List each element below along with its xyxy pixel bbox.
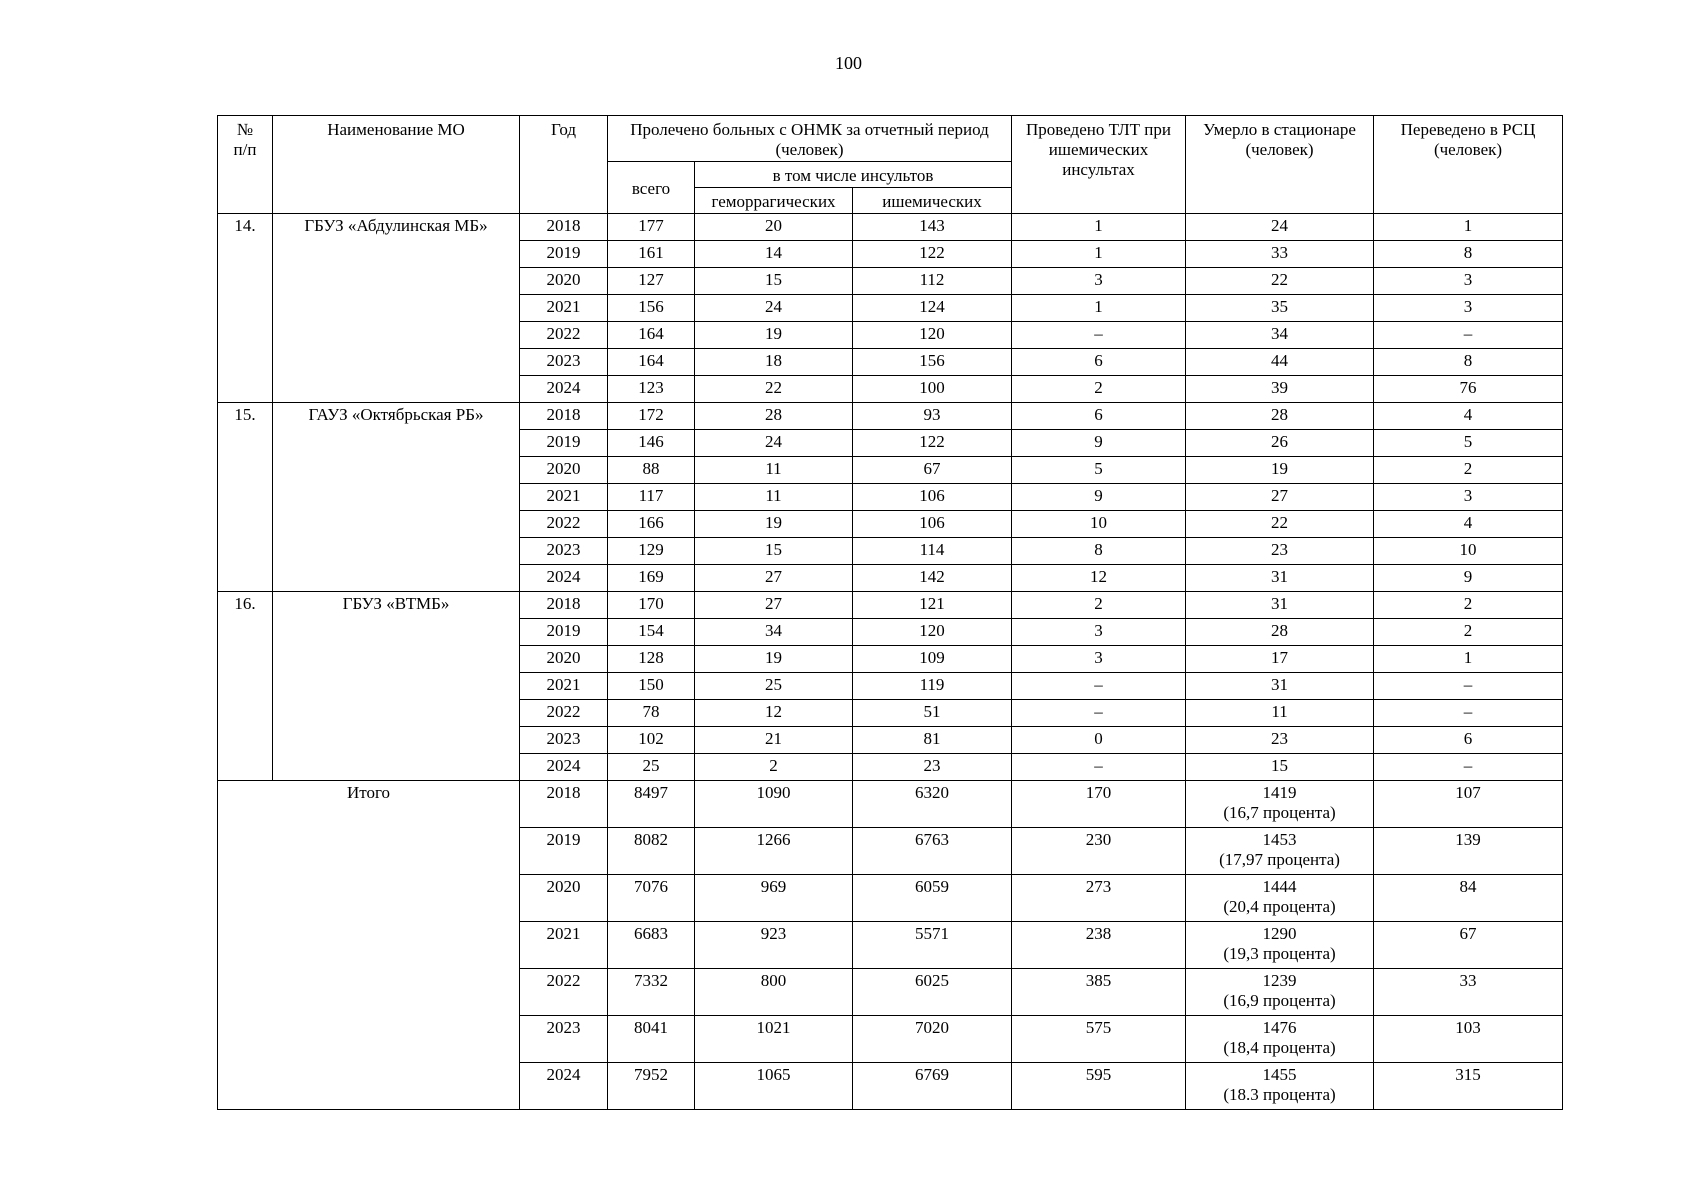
ischemic-cell: 23 xyxy=(853,754,1012,781)
hemorrhagic-cell: 923 xyxy=(695,922,853,969)
header-died: Умерло в стационаре (человек) xyxy=(1186,116,1374,214)
tlt-cell: 385 xyxy=(1012,969,1186,1016)
tlt-cell: 238 xyxy=(1012,922,1186,969)
year-cell: 2020 xyxy=(520,457,608,484)
year-cell: 2022 xyxy=(520,969,608,1016)
died-cell: 23 xyxy=(1186,538,1374,565)
table-body xyxy=(218,214,1563,1110)
transferred-cell: 103 xyxy=(1374,1016,1563,1063)
header-num: № п/п xyxy=(218,116,273,214)
table-header xyxy=(218,116,1563,214)
hemorrhagic-cell: 34 xyxy=(695,619,853,646)
hemorrhagic-cell: 12 xyxy=(695,700,853,727)
transferred-cell: 76 xyxy=(1374,376,1563,403)
tlt-cell: – xyxy=(1012,754,1186,781)
total-cell: 6683 xyxy=(608,922,695,969)
hemorrhagic-cell: 27 xyxy=(695,592,853,619)
total-cell: 161 xyxy=(608,241,695,268)
header-ischemic: ишемических xyxy=(853,188,1012,214)
hemorrhagic-cell: 1021 xyxy=(695,1016,853,1063)
year-cell: 2018 xyxy=(520,214,608,241)
year-cell: 2019 xyxy=(520,430,608,457)
died-cell: 27 xyxy=(1186,484,1374,511)
died-cell: 31 xyxy=(1186,565,1374,592)
total-cell: 117 xyxy=(608,484,695,511)
hemorrhagic-cell: 11 xyxy=(695,484,853,511)
header-year: Год xyxy=(520,116,608,214)
transferred-cell: 67 xyxy=(1374,922,1563,969)
year-cell: 2022 xyxy=(520,700,608,727)
mo-number-cell: 16. xyxy=(218,592,273,781)
died-cell: 34 xyxy=(1186,322,1374,349)
transferred-cell: 8 xyxy=(1374,241,1563,268)
year-cell: 2018 xyxy=(520,403,608,430)
ischemic-cell: 6025 xyxy=(853,969,1012,1016)
ischemic-cell: 122 xyxy=(853,430,1012,457)
tlt-cell: 3 xyxy=(1012,646,1186,673)
died-cell: 28 xyxy=(1186,619,1374,646)
died-cell: 22 xyxy=(1186,268,1374,295)
transferred-cell: 33 xyxy=(1374,969,1563,1016)
hemorrhagic-cell: 22 xyxy=(695,376,853,403)
died-cell xyxy=(1186,875,1374,922)
ischemic-cell: 143 xyxy=(853,214,1012,241)
tlt-cell: 9 xyxy=(1012,484,1186,511)
mo-number-cell: 15. xyxy=(218,403,273,592)
tlt-cell: 170 xyxy=(1012,781,1186,828)
transferred-cell: 1 xyxy=(1374,646,1563,673)
total-cell: 7076 xyxy=(608,875,695,922)
tlt-cell: – xyxy=(1012,700,1186,727)
total-cell: 156 xyxy=(608,295,695,322)
transferred-cell: – xyxy=(1374,673,1563,700)
ischemic-cell: 106 xyxy=(853,484,1012,511)
hemorrhagic-cell: 18 xyxy=(695,349,853,376)
total-cell: 7952 xyxy=(608,1063,695,1110)
transferred-cell: – xyxy=(1374,322,1563,349)
tlt-cell: 273 xyxy=(1012,875,1186,922)
total-cell: 102 xyxy=(608,727,695,754)
total-cell: 123 xyxy=(608,376,695,403)
tlt-cell: 230 xyxy=(1012,828,1186,875)
hemorrhagic-cell: 1065 xyxy=(695,1063,853,1110)
died-count: 1476 xyxy=(1262,1018,1297,1037)
hemorrhagic-cell: 28 xyxy=(695,403,853,430)
died-cell: 28 xyxy=(1186,403,1374,430)
year-cell: 2021 xyxy=(520,922,608,969)
transferred-cell: 4 xyxy=(1374,511,1563,538)
died-percent: (18,4 процента) xyxy=(1223,1038,1336,1057)
tlt-cell: 12 xyxy=(1012,565,1186,592)
died-percent: (18.3 процента) xyxy=(1223,1085,1336,1104)
hemorrhagic-cell: 15 xyxy=(695,268,853,295)
year-cell: 2019 xyxy=(520,241,608,268)
total-cell: 128 xyxy=(608,646,695,673)
page-number: 100 xyxy=(835,53,862,73)
tlt-cell: 5 xyxy=(1012,457,1186,484)
tlt-cell: 3 xyxy=(1012,619,1186,646)
tlt-cell: 6 xyxy=(1012,403,1186,430)
year-cell: 2018 xyxy=(520,592,608,619)
table-row xyxy=(218,592,1563,619)
year-cell: 2020 xyxy=(520,875,608,922)
total-cell: 25 xyxy=(608,754,695,781)
ischemic-cell: 120 xyxy=(853,619,1012,646)
died-cell: 23 xyxy=(1186,727,1374,754)
total-cell: 127 xyxy=(608,268,695,295)
ischemic-cell: 121 xyxy=(853,592,1012,619)
year-cell: 2023 xyxy=(520,1016,608,1063)
transferred-cell: 3 xyxy=(1374,295,1563,322)
tlt-cell: 2 xyxy=(1012,592,1186,619)
tlt-cell: – xyxy=(1012,673,1186,700)
died-count: 1453 xyxy=(1262,830,1297,849)
hemorrhagic-cell: 15 xyxy=(695,538,853,565)
year-cell: 2023 xyxy=(520,349,608,376)
total-label: Итого xyxy=(218,781,520,1110)
died-cell xyxy=(1186,922,1374,969)
year-cell: 2018 xyxy=(520,781,608,828)
died-cell: 11 xyxy=(1186,700,1374,727)
transferred-cell: – xyxy=(1374,754,1563,781)
ischemic-cell: 114 xyxy=(853,538,1012,565)
ischemic-cell: 5571 xyxy=(853,922,1012,969)
year-cell: 2024 xyxy=(520,1063,608,1110)
ischemic-cell: 119 xyxy=(853,673,1012,700)
header-tlt: Проведено ТЛТ при ишемических инсультах xyxy=(1012,116,1186,214)
transferred-cell: – xyxy=(1374,700,1563,727)
ischemic-cell: 6059 xyxy=(853,875,1012,922)
tlt-cell: 1 xyxy=(1012,241,1186,268)
hemorrhagic-cell: 20 xyxy=(695,214,853,241)
ischemic-cell: 100 xyxy=(853,376,1012,403)
ischemic-cell: 6320 xyxy=(853,781,1012,828)
tlt-cell: 0 xyxy=(1012,727,1186,754)
died-cell xyxy=(1186,828,1374,875)
tlt-cell: 575 xyxy=(1012,1016,1186,1063)
ischemic-cell: 67 xyxy=(853,457,1012,484)
header-treated: Пролечено больных с ОНМК за отчетный период (человек) xyxy=(608,116,1012,162)
hemorrhagic-cell: 969 xyxy=(695,875,853,922)
total-cell: 129 xyxy=(608,538,695,565)
hemorrhagic-cell: 11 xyxy=(695,457,853,484)
transferred-cell: 8 xyxy=(1374,349,1563,376)
total-cell: 164 xyxy=(608,322,695,349)
tlt-cell: 595 xyxy=(1012,1063,1186,1110)
transferred-cell: 2 xyxy=(1374,619,1563,646)
year-cell: 2024 xyxy=(520,754,608,781)
tlt-cell: 10 xyxy=(1012,511,1186,538)
hemorrhagic-cell: 19 xyxy=(695,322,853,349)
total-cell: 169 xyxy=(608,565,695,592)
hemorrhagic-cell: 19 xyxy=(695,511,853,538)
transferred-cell: 10 xyxy=(1374,538,1563,565)
transferred-cell: 6 xyxy=(1374,727,1563,754)
year-cell: 2021 xyxy=(520,673,608,700)
year-cell: 2020 xyxy=(520,268,608,295)
mo-name-cell: ГБУЗ «ВТМБ» xyxy=(273,592,520,781)
died-cell: 19 xyxy=(1186,457,1374,484)
tlt-cell: 1 xyxy=(1012,295,1186,322)
ischemic-cell: 106 xyxy=(853,511,1012,538)
hemorrhagic-cell: 19 xyxy=(695,646,853,673)
header-including: в том числе инсультов xyxy=(695,162,1012,188)
died-cell: 35 xyxy=(1186,295,1374,322)
year-cell: 2019 xyxy=(520,828,608,875)
transferred-cell: 3 xyxy=(1374,268,1563,295)
transferred-cell: 5 xyxy=(1374,430,1563,457)
died-cell: 39 xyxy=(1186,376,1374,403)
transferred-cell: 9 xyxy=(1374,565,1563,592)
total-cell: 170 xyxy=(608,592,695,619)
ischemic-cell: 7020 xyxy=(853,1016,1012,1063)
tlt-cell: 8 xyxy=(1012,538,1186,565)
transferred-cell: 2 xyxy=(1374,457,1563,484)
tlt-cell: 3 xyxy=(1012,268,1186,295)
year-cell: 2019 xyxy=(520,619,608,646)
year-cell: 2022 xyxy=(520,322,608,349)
year-cell: 2020 xyxy=(520,646,608,673)
died-count: 1239 xyxy=(1262,971,1297,990)
died-cell xyxy=(1186,1063,1374,1110)
tlt-cell: 1 xyxy=(1012,214,1186,241)
header-hemorrhagic: геморрагических xyxy=(695,188,853,214)
year-cell: 2024 xyxy=(520,376,608,403)
total-cell: 7332 xyxy=(608,969,695,1016)
transferred-cell: 315 xyxy=(1374,1063,1563,1110)
died-cell: 31 xyxy=(1186,673,1374,700)
ischemic-cell: 51 xyxy=(853,700,1012,727)
total-cell: 172 xyxy=(608,403,695,430)
transferred-cell: 3 xyxy=(1374,484,1563,511)
total-cell: 78 xyxy=(608,700,695,727)
died-cell: 31 xyxy=(1186,592,1374,619)
year-cell: 2024 xyxy=(520,565,608,592)
total-cell: 164 xyxy=(608,349,695,376)
total-row xyxy=(218,781,1563,828)
header-total: всего xyxy=(608,162,695,214)
tlt-cell: – xyxy=(1012,322,1186,349)
total-cell: 177 xyxy=(608,214,695,241)
died-percent: (16,9 процента) xyxy=(1223,991,1336,1010)
ischemic-cell: 93 xyxy=(853,403,1012,430)
header-mo-name: Наименование МО xyxy=(273,116,520,214)
ischemic-cell: 120 xyxy=(853,322,1012,349)
hemorrhagic-cell: 25 xyxy=(695,673,853,700)
transferred-cell: 2 xyxy=(1374,592,1563,619)
transferred-cell: 107 xyxy=(1374,781,1563,828)
ischemic-cell: 112 xyxy=(853,268,1012,295)
transferred-cell: 1 xyxy=(1374,214,1563,241)
ischemic-cell: 156 xyxy=(853,349,1012,376)
died-cell xyxy=(1186,1016,1374,1063)
ischemic-cell: 6763 xyxy=(853,828,1012,875)
total-cell: 8082 xyxy=(608,828,695,875)
hemorrhagic-cell: 14 xyxy=(695,241,853,268)
table-row xyxy=(218,214,1563,241)
died-percent: (17,97 процента) xyxy=(1219,850,1340,869)
year-cell: 2023 xyxy=(520,727,608,754)
ischemic-cell: 109 xyxy=(853,646,1012,673)
died-count: 1290 xyxy=(1262,924,1297,943)
died-cell xyxy=(1186,781,1374,828)
table-row xyxy=(218,403,1563,430)
total-cell: 154 xyxy=(608,619,695,646)
ischemic-cell: 142 xyxy=(853,565,1012,592)
total-cell: 150 xyxy=(608,673,695,700)
died-count: 1455 xyxy=(1262,1065,1297,1084)
hemorrhagic-cell: 800 xyxy=(695,969,853,1016)
total-cell: 8041 xyxy=(608,1016,695,1063)
transferred-cell: 84 xyxy=(1374,875,1563,922)
died-percent: (16,7 процента) xyxy=(1223,803,1336,822)
stroke-statistics-table xyxy=(217,115,1563,1110)
total-cell: 166 xyxy=(608,511,695,538)
year-cell: 2021 xyxy=(520,484,608,511)
ischemic-cell: 81 xyxy=(853,727,1012,754)
tlt-cell: 9 xyxy=(1012,430,1186,457)
died-cell: 17 xyxy=(1186,646,1374,673)
total-cell: 88 xyxy=(608,457,695,484)
mo-number-cell: 14. xyxy=(218,214,273,403)
tlt-cell: 2 xyxy=(1012,376,1186,403)
year-cell: 2021 xyxy=(520,295,608,322)
hemorrhagic-cell: 1266 xyxy=(695,828,853,875)
total-cell: 8497 xyxy=(608,781,695,828)
died-cell: 26 xyxy=(1186,430,1374,457)
hemorrhagic-cell: 2 xyxy=(695,754,853,781)
died-cell: 33 xyxy=(1186,241,1374,268)
ischemic-cell: 124 xyxy=(853,295,1012,322)
transferred-cell: 4 xyxy=(1374,403,1563,430)
mo-name-cell: ГАУЗ «Октябрьская РБ» xyxy=(273,403,520,592)
hemorrhagic-cell: 27 xyxy=(695,565,853,592)
hemorrhagic-cell: 24 xyxy=(695,295,853,322)
died-cell: 24 xyxy=(1186,214,1374,241)
died-count: 1419 xyxy=(1262,783,1297,802)
died-percent: (20,4 процента) xyxy=(1223,897,1336,916)
ischemic-cell: 122 xyxy=(853,241,1012,268)
ischemic-cell: 6769 xyxy=(853,1063,1012,1110)
header-transferred: Переведено в РСЦ (человек) xyxy=(1374,116,1563,214)
year-cell: 2023 xyxy=(520,538,608,565)
year-cell: 2022 xyxy=(520,511,608,538)
died-cell: 15 xyxy=(1186,754,1374,781)
hemorrhagic-cell: 24 xyxy=(695,430,853,457)
died-cell: 44 xyxy=(1186,349,1374,376)
hemorrhagic-cell: 1090 xyxy=(695,781,853,828)
died-cell xyxy=(1186,969,1374,1016)
total-cell: 146 xyxy=(608,430,695,457)
transferred-cell: 139 xyxy=(1374,828,1563,875)
tlt-cell: 6 xyxy=(1012,349,1186,376)
mo-name-cell: ГБУЗ «Абдулинская МБ» xyxy=(273,214,520,403)
hemorrhagic-cell: 21 xyxy=(695,727,853,754)
died-cell: 22 xyxy=(1186,511,1374,538)
died-percent: (19,3 процента) xyxy=(1223,944,1336,963)
died-count: 1444 xyxy=(1262,877,1297,896)
